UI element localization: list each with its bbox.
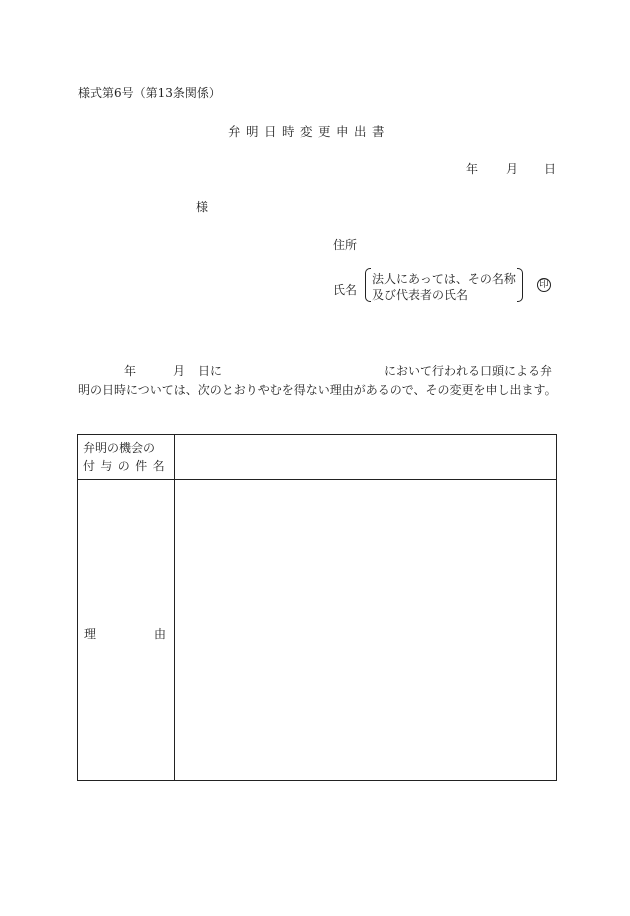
reason-row: [78, 480, 557, 781]
subject-label-line2: 付与の件名: [83, 459, 171, 473]
reason-label-char1: 理: [84, 627, 97, 641]
right-bracket: [517, 268, 523, 302]
name-label: 氏名: [333, 283, 358, 297]
reason-field[interactable]: [175, 480, 557, 781]
reason-label: [78, 480, 175, 781]
corporate-note-line1: 法人にあっては、その名称: [372, 272, 516, 286]
body-line-1-text: において行われる口頭による弁: [384, 364, 553, 378]
body-year-label: 年: [124, 364, 137, 378]
body-line-2: 明の日時については、次のとおりやむを得ない理由があるので、その変更を申し出ます。: [78, 383, 557, 397]
details-table: [77, 434, 557, 781]
submission-date: [466, 160, 556, 177]
corporate-note: [365, 268, 523, 302]
document-title: 弁明日時変更申出書: [228, 124, 391, 139]
date-year-label: 年: [466, 162, 479, 176]
subject-label: [78, 435, 175, 480]
subject-field[interactable]: [175, 435, 557, 480]
subject-row: [78, 435, 557, 480]
body-day-label: 日に: [198, 364, 223, 378]
corporate-note-line2: 及び代表者の氏名: [372, 288, 469, 302]
seal-mark: 印: [537, 278, 551, 292]
address-label: 住所: [333, 238, 358, 252]
left-bracket: [365, 268, 371, 302]
subject-label-line1: 弁明の機会の: [83, 441, 156, 455]
date-month-label: 月: [506, 162, 519, 176]
addressee-suffix: 様: [196, 200, 209, 214]
reason-label-char2: 由: [154, 627, 167, 641]
date-day-label: 日: [544, 162, 557, 176]
body-month-label: 月: [173, 364, 186, 378]
form-number: 様式第6号（第13条関係）: [78, 86, 221, 100]
